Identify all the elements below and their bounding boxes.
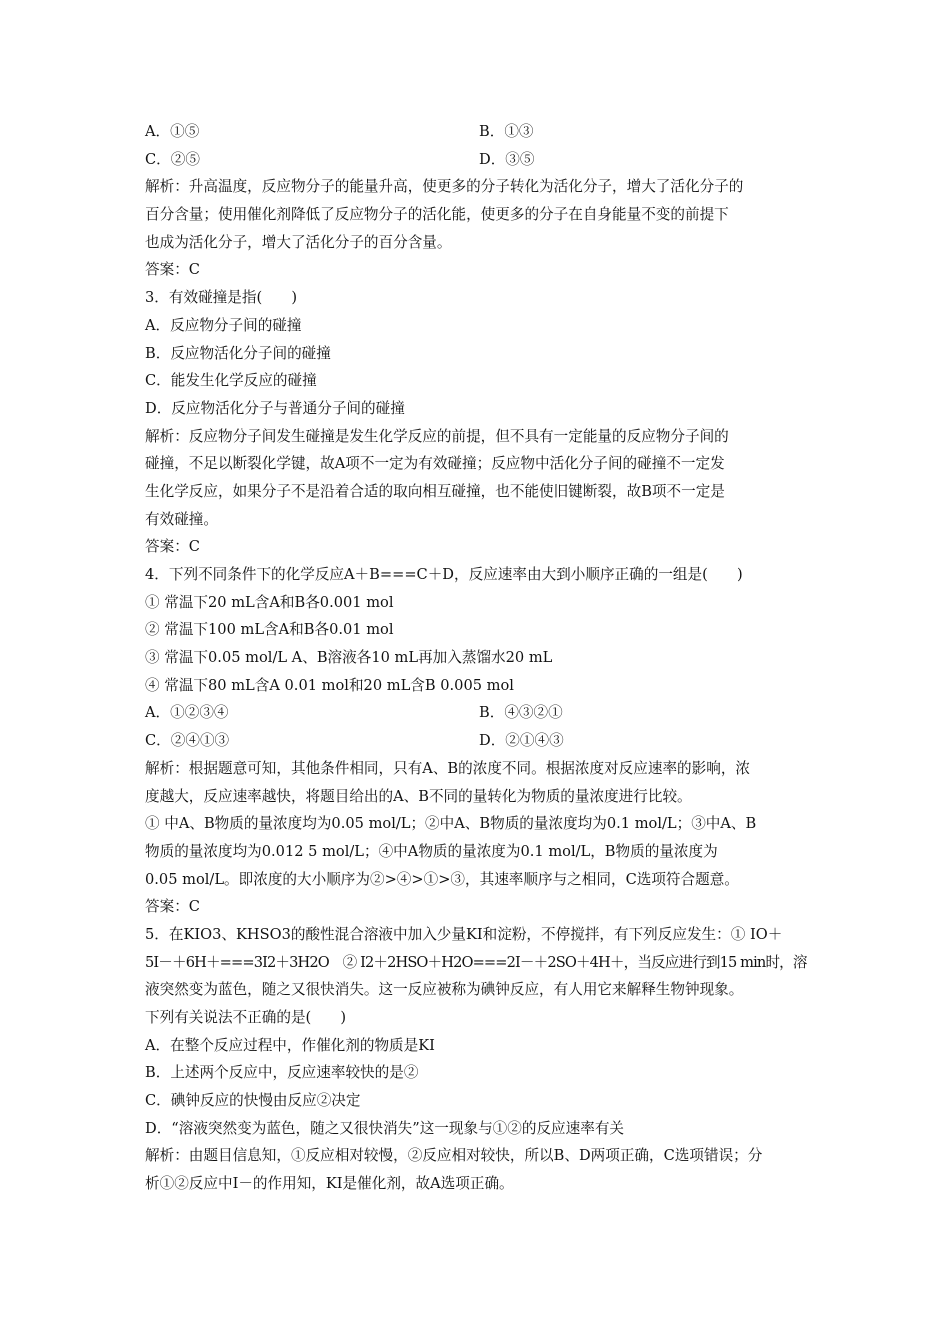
q4-answer: 答案：C: [145, 898, 200, 916]
q2-analysis-line: 解析：升高温度，反应物分子的能量升高，使更多的分子转化为活化分子，增大了活化分子的: [145, 178, 744, 196]
q4-condition-2: ② 常温下100 mL含A和B各0.01 mol: [145, 621, 394, 639]
q3-option-a: A．反应物分子间的碰撞: [145, 316, 302, 334]
q3-answer: 答案：C: [145, 538, 200, 556]
q4-analysis-line: 0.05 mol/L。即浓度的大小顺序为②>④>①>③，其速率顺序与之相同，C选项符合题意。: [145, 870, 739, 888]
q2-option-c: C．②⑤: [145, 150, 200, 168]
q4-option-a: A．①②③④: [145, 704, 229, 722]
q3-analysis-line: 碰撞，不足以断裂化学键，故A项不一定为有效碰撞；反应物中活化分子间的碰撞不一定发: [145, 455, 725, 473]
q2-options-row-1: [145, 118, 813, 146]
q2-analysis-line: 百分含量；使用催化剂降低了反应物分子的活化能，使更多的分子在自身能量不变的前提下: [145, 206, 729, 224]
q5-stem-line-3: 液突然变为蓝色，随之又很快消失。这一反应被称为碘钟反应，有人用它来解释生物钟现象。: [145, 981, 744, 999]
q4-options-row-1: [145, 699, 813, 727]
q3-option-d: D．反应物活化分子与普通分子间的碰撞: [145, 399, 405, 417]
q5-stem-line-4: 下列有关说法不正确的是( ): [145, 1009, 347, 1026]
q5-option-a: A．在整个反应过程中，作催化剂的物质是KI: [145, 1036, 435, 1054]
q4-analysis-line: 度越大，反应速率越快，将题目给出的A、B不同的量转化为物质的量浓度进行比较。: [145, 787, 692, 805]
q4-option-d: D．②①④③: [479, 732, 564, 750]
q4-condition-1: ① 常温下20 mL含A和B各0.001 mol: [145, 593, 394, 611]
q3-analysis-line: 生化学反应，如果分子不是沿着合适的取向相互碰撞，也不能使旧键断裂，故B项不一定是: [145, 482, 725, 500]
q3-option-c: C．能发生化学反应的碰撞: [145, 372, 317, 390]
q4-condition-4: ④ 常温下80 mL含A 0.01 mol和20 mL含B 0.005 mol: [145, 676, 514, 694]
q5-analysis-line: 析①②反应中I－的作用知，KI是催化剂，故A选项正确。: [145, 1175, 514, 1193]
q3-analysis-line: 解析：反应物分子间发生碰撞是发生化学反应的前提，但不具有一定能量的反应物分子间的: [145, 427, 729, 445]
q4-condition-3: ③ 常温下0.05 mol/L A、B溶液各10 mL再加入蒸馏水20 mL: [145, 649, 553, 667]
q4-analysis-line: 解析：根据题意可知，其他条件相同，只有A、B的浓度不同。根据浓度对反应速率的影响，浓: [145, 759, 751, 777]
q5-option-d: D．“溶液突然变为蓝色，随之又很快消失”这一现象与①②的反应速率有关: [145, 1119, 625, 1137]
q5-analysis-line: 解析：由题目信息知，①反应相对较慢，②反应相对较快，所以B、D两项正确，C选项错误；分: [145, 1147, 763, 1165]
q3-option-b: B．反应物活化分子间的碰撞: [145, 344, 331, 362]
q4-option-c: C．②④①③: [145, 732, 230, 750]
q2-answer: 答案：C: [145, 261, 200, 279]
q5-stem-line-2: 5I－＋6H＋===3I2＋3H2O ② I2＋2HSO＋H2O===2I－＋2SO＋4H＋，当反应进行到15 min时，溶: [145, 953, 807, 971]
q4-analysis-line: ① 中A、B物质的量浓度均为0.05 mol/L；②中A、B物质的量浓度均为0.1 mol/L；③中A、B: [145, 815, 757, 833]
q2-options-row-2: [145, 146, 813, 174]
q5-stem-line-1: 5．在KIO3、KHSO3的酸性混合溶液中加入少量KI和淀粉，不停搅拌，有下列反应发生：① IO＋: [145, 925, 783, 943]
q2-option-b: B．①③: [479, 123, 534, 140]
q4-analysis-line: 物质的量浓度均为0.012 5 mol/L；④中A物质的量浓度为0.1 mol/L，B物质的量浓度为: [145, 842, 718, 860]
q4-options-row-2: [145, 727, 813, 755]
q2-option-d: D．③⑤: [479, 150, 535, 168]
q3-stem: 3．有效碰撞是指( ): [145, 289, 298, 307]
document-page: [145, 118, 813, 1198]
q4-option-b: B．④③②①: [479, 704, 563, 722]
q5-option-c: C．碘钟反应的快慢由反应②决定: [145, 1092, 361, 1110]
q4-stem: 4．下列不同条件下的化学反应A＋B===C＋D，反应速率由大到小顺序正确的一组是( ): [145, 566, 743, 583]
q5-option-b: B．上述两个反应中，反应速率较快的是②: [145, 1064, 419, 1082]
q2-option-a: A．①⑤: [145, 123, 200, 140]
q3-analysis-line: 有效碰撞。: [145, 510, 218, 528]
q2-analysis-line: 也成为活化分子，增大了活化分子的百分含量。: [145, 233, 452, 251]
